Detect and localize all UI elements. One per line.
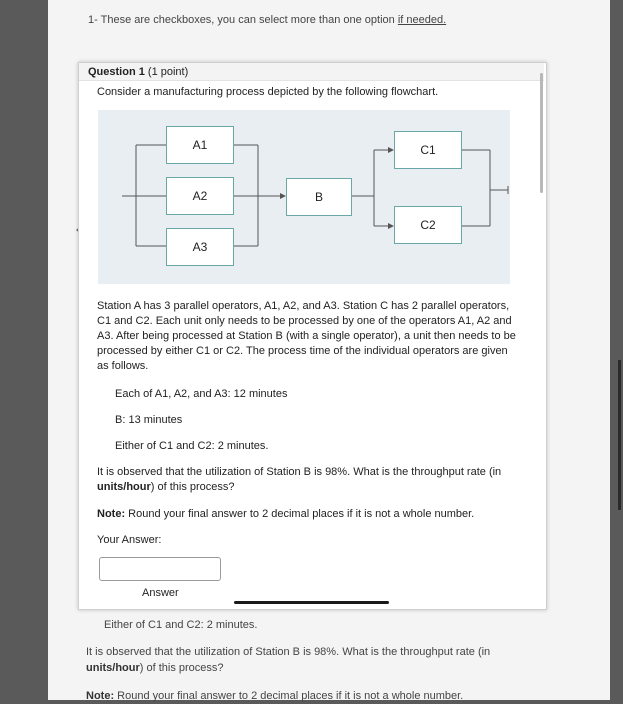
station-c2: C2 (394, 206, 462, 244)
bg-note-text: Round your final answer to 2 decimal places if it is not a whole number. (114, 690, 464, 702)
station-a2: A2 (166, 177, 234, 215)
time-station-b: B: 13 minutes (115, 414, 183, 426)
station-c1: C1 (394, 131, 462, 169)
question-prompt: Consider a manufacturing process depicted by the following flowchart. (97, 86, 439, 98)
bg-time-c: Either of C1 and C2: 2 minutes. (104, 619, 258, 631)
modal-scrollbar[interactable] (540, 73, 543, 193)
instruction-link[interactable]: if needed. (397, 14, 447, 26)
question-ask (97, 465, 517, 495)
rounding-note (97, 507, 517, 522)
station-description: Station A has 3 parallel operators, A1, A2, and A3. Station C has 2 parallel operators, C1 and C2. Each unit only needs to be processed by one of the operators A1, A2 and A3. After being processed at Station B (with a single operator), a unit then needs to be processed by either C1 or C2. The process time of the individual operators are given as follows. (97, 300, 516, 372)
bg-ask (86, 644, 526, 676)
checkbox-instruction (88, 14, 446, 26)
bg-ask-pre: It is observed that the utilization of Station B is 98%. What is the throughput rate (in (86, 646, 491, 658)
bg-note (86, 688, 463, 704)
station-b: B (286, 178, 352, 216)
ask-pre: It is observed that the utilization of Station B is 98%. What is the throughput rate (in (97, 466, 502, 478)
question-points: (1 point) (144, 66, 189, 78)
bg-ask-bold: units/hour (86, 662, 140, 674)
page-scrollbar[interactable] (618, 360, 621, 510)
instruction-text: 1- These are checkboxes, you can select more than one option (88, 14, 398, 26)
ask-unit: units/hour (97, 481, 151, 493)
bg-ask-post: ) of this process? (139, 662, 224, 674)
answer-caption: Answer (142, 587, 179, 599)
station-a3: A3 (166, 228, 234, 266)
answer-input[interactable] (99, 557, 221, 581)
home-indicator-bar (234, 601, 389, 604)
note-text: Round your final answer to 2 decimal places if it is not a whole number. (125, 508, 475, 520)
question-title: Question 1 (88, 66, 145, 78)
your-answer-label: Your Answer: (97, 534, 162, 546)
ask-post: ) of this process? (150, 481, 235, 493)
time-station-a: Each of A1, A2, and A3: 12 minutes (115, 388, 288, 400)
bg-note-bold: Note: (86, 690, 115, 702)
flowchart (98, 110, 510, 284)
station-a1: A1 (166, 126, 234, 164)
note-label: Note: (97, 508, 126, 520)
question-modal (78, 62, 547, 610)
question-header (79, 63, 544, 81)
time-station-c: Either of C1 and C2: 2 minutes. (115, 440, 269, 452)
